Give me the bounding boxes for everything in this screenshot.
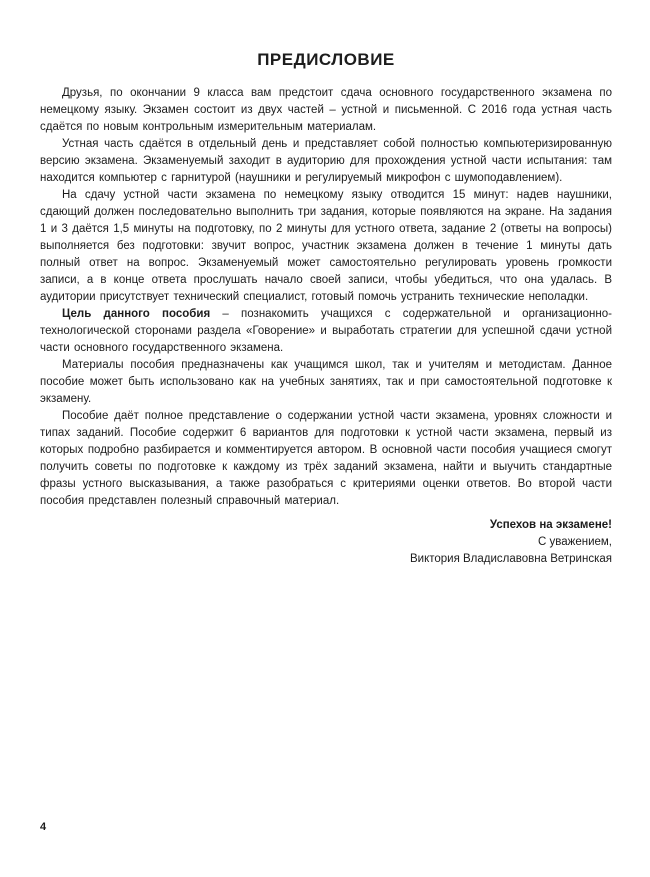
signature-author: Виктория Владиславовна Ветринская [409,553,612,565]
signature-wish: Успехов на экзамене! [489,519,612,531]
preface-body [40,85,612,510]
paragraph-intro: Друзья, по окончании 9 класса вам предстоит сдача основного государственного экзамена по немецкому языку. Экзамен состоит из двух частей – устной и письменной. С 2016 года устная часть сдаётся по новым контрольным измерительным материалам. [40,87,612,133]
paragraph-goal-rest: – познакомить учащихся с содержательной и организационно-технологической сторонами раздела «Говорение» и выработать стратегии для успешной сдачи устной части основного государственного экзамена. [40,308,612,354]
page-title: ПРЕДИСЛОВИЕ [257,50,395,69]
paragraph-structure: Пособие даёт полное представление о содержании устной части экзамена, уровнях сложности и типах заданий. Пособие содержит 6 вариантов для подготовки к устной части экзамена, первый из которых подробно разбирается и комментируется автором. В основной части пособия учащиеся смогут получить советы по подготовке к каждому из трёх заданий экзамена, найти и выучить стандартные фразы устного высказывания, а также разобраться с критериями оценки ответов. Во второй части пособия представлен полезный справочный материал. [40,410,612,507]
paragraph-audience: Материалы пособия предназначены как учащимся школ, так и учителям и методистам. Данное пособие может быть использовано как на учебных занятиях, так и при самостоятельной подготовке к экзамену. [40,359,612,405]
signature-block [40,517,612,568]
paragraph-exam-procedure: На сдачу устной части экзамена по немецкому языку отводится 15 минут: надев наушники, сдающий должен последовательно выполнить три задания, которые появляются на экране. На задания 1 и 3 даётся 1,5 минуты на подготовку, по 2 минуты для устного ответа, задание 2 (ответы на вопросы) выполняется без подготовки: звучит вопрос, участник экзамена должен в течение 1 минуты дать полный ответ на вопрос. Экзаменуемый может самостоятельно регулировать уровень громкости записи, а в конце ответа прослушать начало своей записи, чтобы убедиться, что она удалась. В аудитории присутствует технический специалист, готовый помочь устранить технические неполадки. [40,189,612,303]
signature-regards: С уважением, [538,536,612,548]
paragraph-goal [40,306,612,357]
paragraph-oral-part: Устная часть сдаётся в отдельный день и представляет собой полностью компьютеризированную версию экзамена. Экзаменуемый заходит в аудиторию для прохождения устной части испытания: там находится компьютер с гарнитурой (наушники и регулируемый микрофон с шумоподавлением). [40,138,612,184]
page-number: 4 [40,821,47,833]
paragraph-goal-lead: Цель данного пособия [62,308,211,320]
page-content [40,50,612,568]
